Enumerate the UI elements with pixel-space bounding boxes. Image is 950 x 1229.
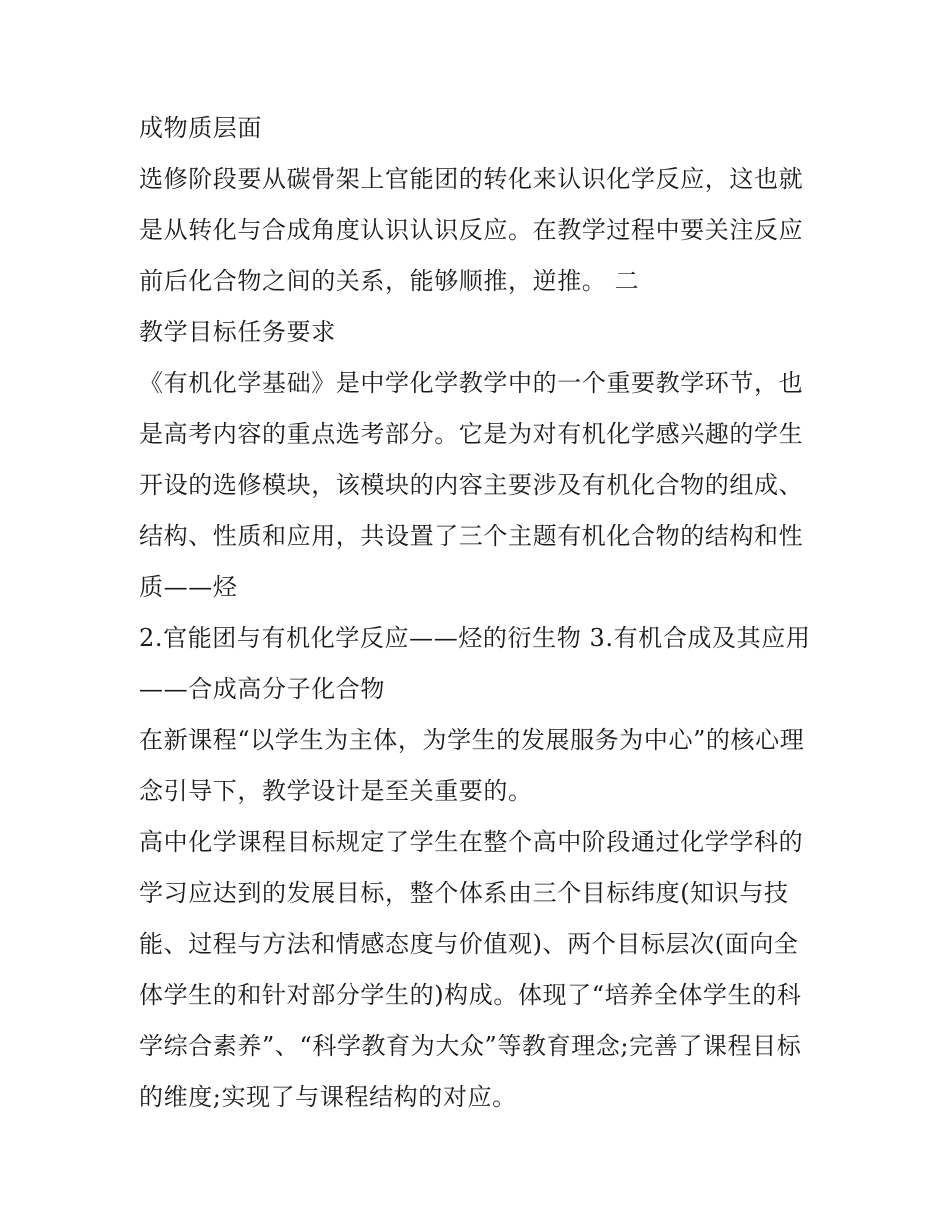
- document-body: [139, 103, 815, 1123]
- paragraph-organic-chemistry-basics: 《有机化学基础》是中学化学教学中的一个重要教学环节，也是高考内容的重点选考部分。它是为对有机化学感兴趣的学生开设的选修模块，该模块的内容主要涉及有机化合物的组成、结构、性质和应用，共设置了三个主题有机化合物的结构和性质——烃: [139, 369, 804, 601]
- paragraph-topics-list: 2.官能团与有机化学反应——烃的衍生物 3.有机合成及其应用——合成高分子化合物: [139, 624, 811, 703]
- paragraph-new-curriculum: 在新课程“以学生为主体，为学生的发展服务为中心”的核心理念引导下，教学设计是至关重要的。: [139, 726, 805, 805]
- paragraph-elective-stage: 选修阶段要从碳骨架上官能团的转化来认识化学反应，这也就是从转化与合成角度认识认识反应。在教学过程中要关注反应前后化合物之间的关系，能够顺推，逆推。 二: [139, 165, 804, 295]
- paragraph-curriculum-goals: 高中化学课程目标规定了学生在整个高中阶段通过化学学科的学习应达到的发展目标，整个体系由三个目标纬度(知识与技能、过程与方法和情感态度与价值观)、两个目标层次(面向全体学生的和针对部分学生的)构成。体现了“培养全体学生的科学综合素养”、“科学教育为大众”等教育理念;完善了课程目标的维度;实现了与课程结构的对应。: [139, 828, 804, 1111]
- paragraph-intro-fragment: 成物质层面: [139, 114, 262, 142]
- section-heading-teaching-goals: 教学目标任务要求: [139, 318, 336, 346]
